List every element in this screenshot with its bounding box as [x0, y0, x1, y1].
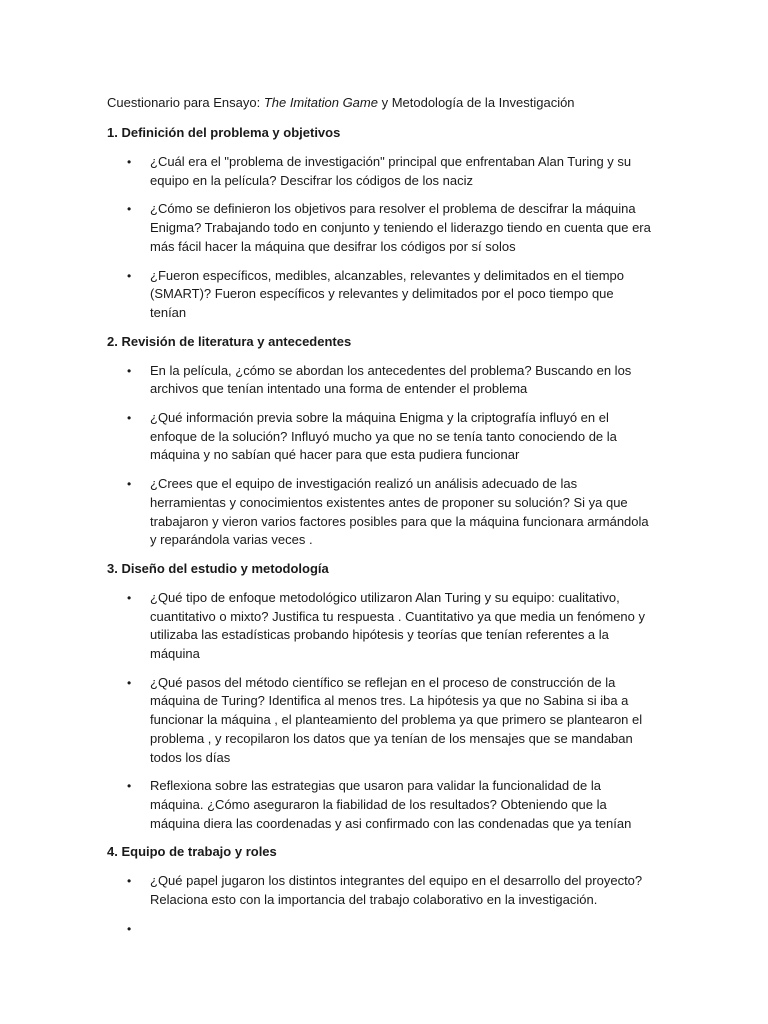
bullet-icon: •: [127, 921, 132, 936]
bullet-icon: •: [127, 411, 132, 426]
document-content: [107, 94, 652, 948]
bullet-icon: •: [127, 363, 132, 378]
list-item: [107, 589, 652, 664]
list-item: [107, 409, 652, 465]
section-3: [107, 560, 652, 833]
list-item-text: Reflexiona sobre las estrategias que usaron para validar la funcionalidad de la máquina. ¿Cómo aseguraron la fiabilidad de los resultados? Obteniendo que la máquina diera las coordenadas y asi confirmado con las condenadas que ya tenían: [150, 778, 632, 831]
list-item: [107, 674, 652, 768]
list-item: [107, 777, 652, 833]
sections-container: [107, 124, 652, 938]
section-heading: 3. Diseño del estudio y metodología: [107, 560, 329, 576]
list-item-text: ¿Qué tipo de enfoque metodológico utilizaron Alan Turing y su equipo: cualitativo, cuantitativo o mixto? Justifica tu respuesta . Cuantitativo ya que media un fenómeno y utilizaba las estadísticas probando hipótesis y teorías que tenían referentes a la máquina: [150, 589, 645, 662]
document-title: [107, 94, 652, 112]
bullet-icon: •: [127, 675, 132, 690]
title-suffix: y Metodología de la Investigación: [377, 95, 575, 110]
section-4: [107, 843, 652, 937]
bullet-icon: •: [127, 202, 132, 217]
list-item-text: ¿Qué papel jugaron los distintos integrantes del equipo en el desarrollo del proyecto? Relaciona esto con la importancia del trabajo colaborativo en la investigación.: [150, 873, 643, 908]
list-item-text: ¿Cuál era el "problema de investigación" principal que enfrentaban Alan Turing y su equipo en la película? Descifrar los códigos de los naciz: [150, 154, 632, 188]
bullet-icon: •: [127, 779, 132, 794]
bullet-icon: •: [127, 268, 132, 283]
section-heading: 4. Equipo de trabajo y roles: [107, 844, 277, 860]
question-list: [107, 872, 652, 937]
list-item-text: En la película, ¿cómo se abordan los antecedentes del problema? Buscando en los archivos que tenían intentado una forma de entender el problema: [150, 362, 632, 397]
title-prefix: Cuestionario para Ensayo:: [107, 95, 264, 110]
question-list: [107, 153, 652, 323]
bullet-icon: •: [127, 590, 132, 605]
bullet-icon: •: [127, 874, 132, 889]
list-item-text: ¿Qué pasos del método científico se reflejan en el proceso de construcción de la máquina de Turing? Identifica al menos tres. La hipótesis ya que no Sabina si iba a funcionar la máquina , el planteamiento del problema ya que primero se plantearon el problema , y recopilaron los datos que ya tenían de los mensajes que se mandaban todos los días: [150, 674, 643, 765]
list-item: [107, 872, 652, 909]
list-item-text: ¿Crees que el equipo de investigación realizó un análisis adecuado de las herramientas y conocimientos existentes antes de proponer su solución? Si ya que trabajaron y vieron varios factores posibles para que la máquina funcionara armándola y reparándola varias veces .: [150, 476, 649, 548]
section-heading: 1. Definición del problema y objetivos: [107, 125, 341, 140]
list-item: [107, 200, 652, 256]
section-heading: 2. Revisión de literatura y antecedentes: [107, 333, 352, 349]
list-item-text: ¿Cómo se definieron los objetivos para resolver el problema de descifrar la máquina Enigma? Trabajando todo en conjunto y teniendo el liderazgo tiendo en cuenta que era más fácil hacer la máquina que desifrar los códigos por sí solos: [150, 201, 651, 254]
question-list: [107, 362, 652, 550]
list-item-text: ¿Fueron específicos, medibles, alcanzables, relevantes y delimitados en el tiempo (SMART)? Fueron específicos y relevantes y delimitados por el poco tiempo que tenían: [150, 267, 625, 320]
section-1: [107, 124, 652, 323]
list-item: [107, 475, 652, 550]
question-list: [107, 589, 652, 833]
title-film-name: The Imitation Game: [263, 95, 378, 110]
bullet-icon: •: [127, 477, 132, 492]
bullet-icon: •: [127, 155, 132, 169]
list-item: [107, 362, 652, 399]
list-item-text: ¿Qué información previa sobre la máquina Enigma y la criptografía influyó en el enfoque de la solución? Influyó mucho ya que no se tenía tanto conociendo de la máquina y no sabían qué hacer para que esta pudiera funcionar: [150, 410, 617, 463]
list-item: [107, 267, 652, 323]
list-item: [107, 153, 652, 190]
list-item: [107, 920, 652, 938]
section-2: [107, 333, 652, 550]
